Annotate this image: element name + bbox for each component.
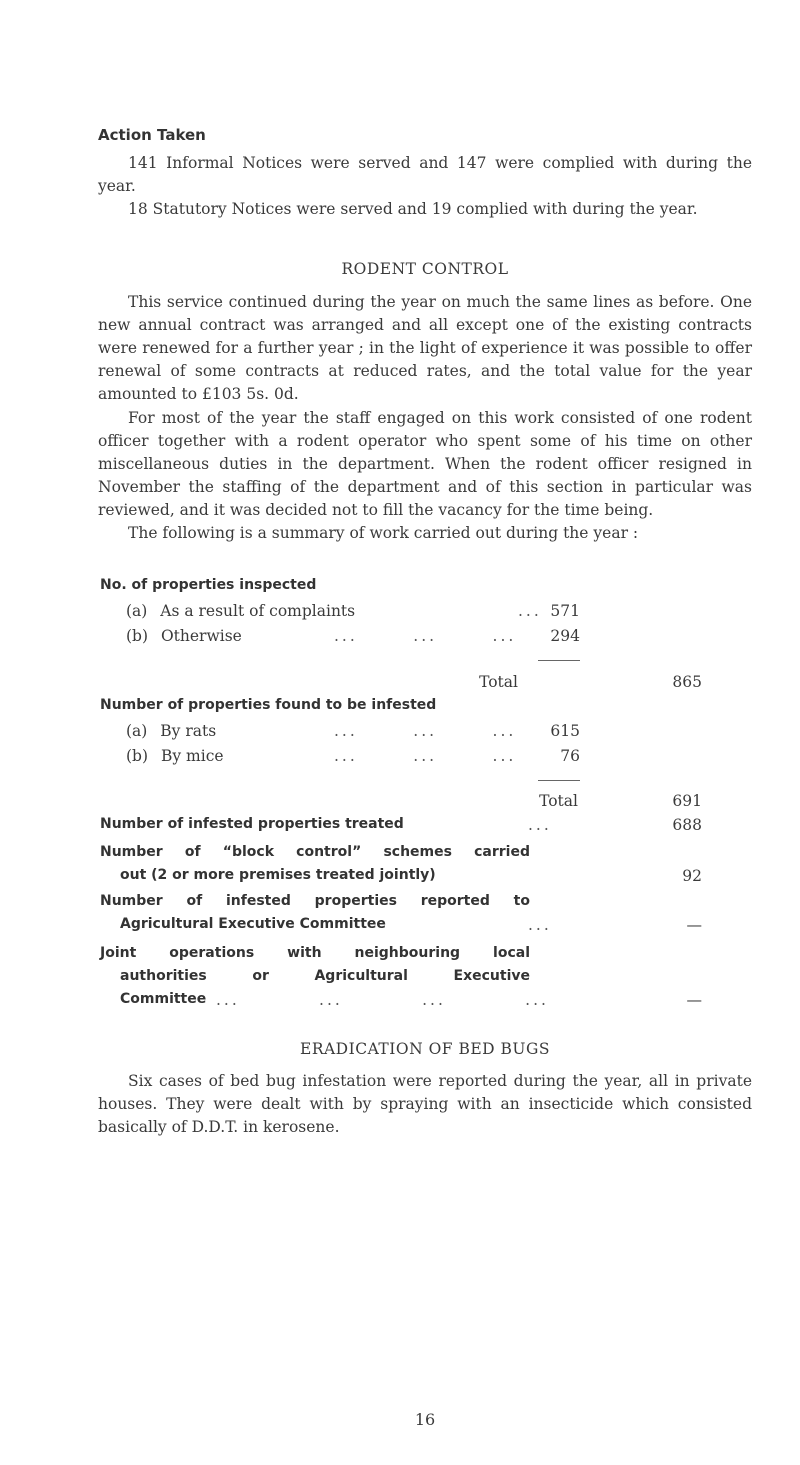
joint-line1: Joint operations with neighbouring local	[100, 945, 530, 961]
action-paragraph-statutory: 18 Statutory Notices were served and 19 complied with during the year.	[128, 200, 698, 218]
leader-dots: ...	[518, 602, 542, 620]
inspected-b-value: 294	[550, 627, 580, 645]
rodent-paragraph-staff: For most of the year the staff engaged on this work consisted of one rodent officer together with a rodent operator who spent some of his time on other miscellaneous duties in the department. When the rodent officer resigned in November the staffing of the department and of this section in particular was reviewed, and it was decided not to fill the vacancy for the time being.	[98, 409, 752, 519]
infested-a-value: 615	[550, 722, 580, 740]
subtotal-rule	[538, 780, 580, 781]
joint-value: —	[686, 991, 702, 1009]
bed-bugs-heading: ERADICATION OF BED BUGS	[300, 1040, 550, 1058]
infested-total-value: 691	[672, 792, 702, 810]
leader-dots: ... ... ...	[334, 747, 517, 765]
treated-text: Number of infested properties treated	[100, 816, 404, 832]
inspected-a-value: 571	[550, 602, 580, 620]
page-number: 16	[414, 1410, 436, 1429]
leader-dots: ... ... ...	[334, 627, 517, 645]
rodent-paragraph-service: This service continued during the year on much the same lines as before. One new annual contract was arranged and all except one of the existing contracts were renewed for a further year ; in the light of experience it was possible to offer renewal of some contracts at reduced rates, and the total value for the year amounted to £103 5s. 0d.	[98, 293, 752, 403]
inspected-a-label: (a)	[126, 602, 148, 620]
infested-a-text: By rats	[160, 722, 217, 740]
inspected-b-text: Otherwise	[160, 627, 242, 645]
rodent-paragraph-summary-intro: The following is a summary of work carried out during the year :	[128, 524, 639, 542]
leader-dots: ... ... ...	[334, 722, 517, 740]
inspected-total-value: 865	[672, 673, 702, 691]
infested-b-text: By mice	[160, 747, 224, 765]
infested-a-label: (a)	[126, 722, 148, 740]
leader-dots: ...	[528, 916, 552, 934]
rodent-control-heading: RODENT CONTROL	[341, 260, 509, 278]
inspected-b-row	[126, 627, 517, 645]
block-control-line1: Number of “block control” schemes carried	[100, 844, 530, 860]
block-control-value: 92	[682, 867, 702, 885]
leader-dots: ...	[528, 816, 552, 834]
subtotal-rule	[538, 660, 580, 661]
action-taken-heading: Action Taken	[98, 126, 206, 144]
reported-value: —	[686, 916, 702, 934]
infested-b-value: 76	[560, 747, 580, 765]
reported-line1: Number of infested properties reported to	[100, 893, 530, 909]
treated-value: 688	[672, 816, 702, 834]
infested-a-row	[126, 722, 517, 740]
leader-dots: ... ... ... ...	[216, 991, 549, 1009]
joint-line3: Committee	[120, 991, 207, 1007]
reported-line2: Agricultural Executive Committee	[120, 916, 386, 932]
infested-b-label: (b)	[126, 747, 149, 765]
inspected-a-text: As a result of complaints	[160, 602, 356, 620]
inspected-a-row	[126, 602, 542, 620]
joint-line2: authorities or Agricultural Executive	[120, 968, 530, 984]
inspected-b-label: (b)	[126, 627, 149, 645]
block-control-line2: out (2 or more premises treated jointly)	[120, 867, 436, 883]
infested-heading: Number of properties found to be infested	[100, 697, 437, 713]
action-paragraph-informal: 141 Informal Notices were served and 147 were complied with during the year.	[98, 154, 752, 195]
bed-bugs-paragraph: Six cases of bed bug infestation were reported during the year, all in private houses. They were dealt with by spraying with an insecticide which consisted basically of D.D.T. in kerosene.	[98, 1072, 752, 1136]
inspected-heading: No. of properties inspected	[100, 577, 317, 593]
infested-b-row	[126, 747, 517, 765]
